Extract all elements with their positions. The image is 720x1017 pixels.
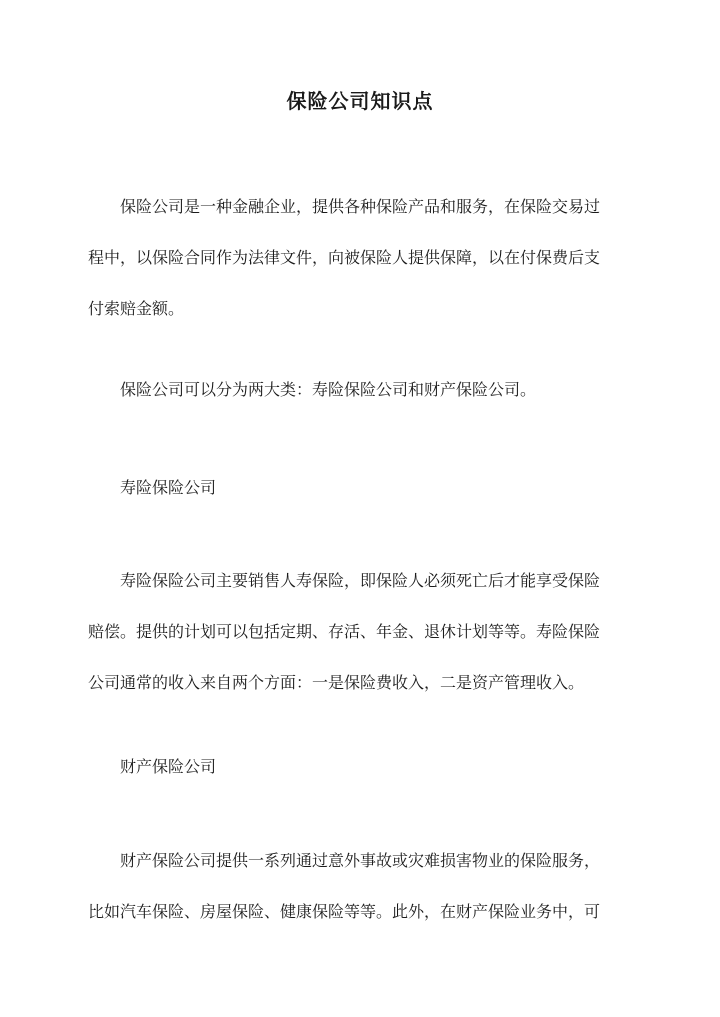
paragraph-line: 寿险保险公司主要销售人寿保险，即保险人必须死亡后才能享受保险 xyxy=(120,571,601,590)
paragraph-categories xyxy=(88,377,648,403)
paragraph-property-insurance xyxy=(88,848,648,925)
paragraph-line: 付索赔金额。 xyxy=(88,299,185,318)
section-heading-property-insurance: 财产保险公司 xyxy=(120,757,217,776)
paragraph-line: 比如汽车保险、房屋保险、健康保险等等。此外，在财产保险业务中，可 xyxy=(88,902,601,921)
document-title: 保险公司知识点 xyxy=(286,89,434,113)
paragraph-line: 保险公司可以分为两大类：寿险保险公司和财产保险公司。 xyxy=(120,380,537,399)
paragraph-line: 赔偿。提供的计划可以包括定期、存活、年金、退休计划等等。寿险保险 xyxy=(88,622,601,641)
paragraph-line: 公司通常的收入来自两个方面：一是保险费收入，二是资产管理收入。 xyxy=(88,673,585,692)
section-heading-life-insurance: 寿险保险公司 xyxy=(120,478,217,497)
paragraph-line: 程中，以保险合同作为法律文件，向被保险人提供保障，以在付保费后支 xyxy=(88,248,601,267)
paragraph-life-insurance xyxy=(88,568,648,696)
paragraph-intro xyxy=(88,194,648,322)
paragraph-line: 财产保险公司提供一系列通过意外事故或灾难损害物业的保险服务， xyxy=(120,851,601,870)
paragraph-line: 保险公司是一种金融企业，提供各种保险产品和服务，在保险交易过 xyxy=(120,197,601,216)
